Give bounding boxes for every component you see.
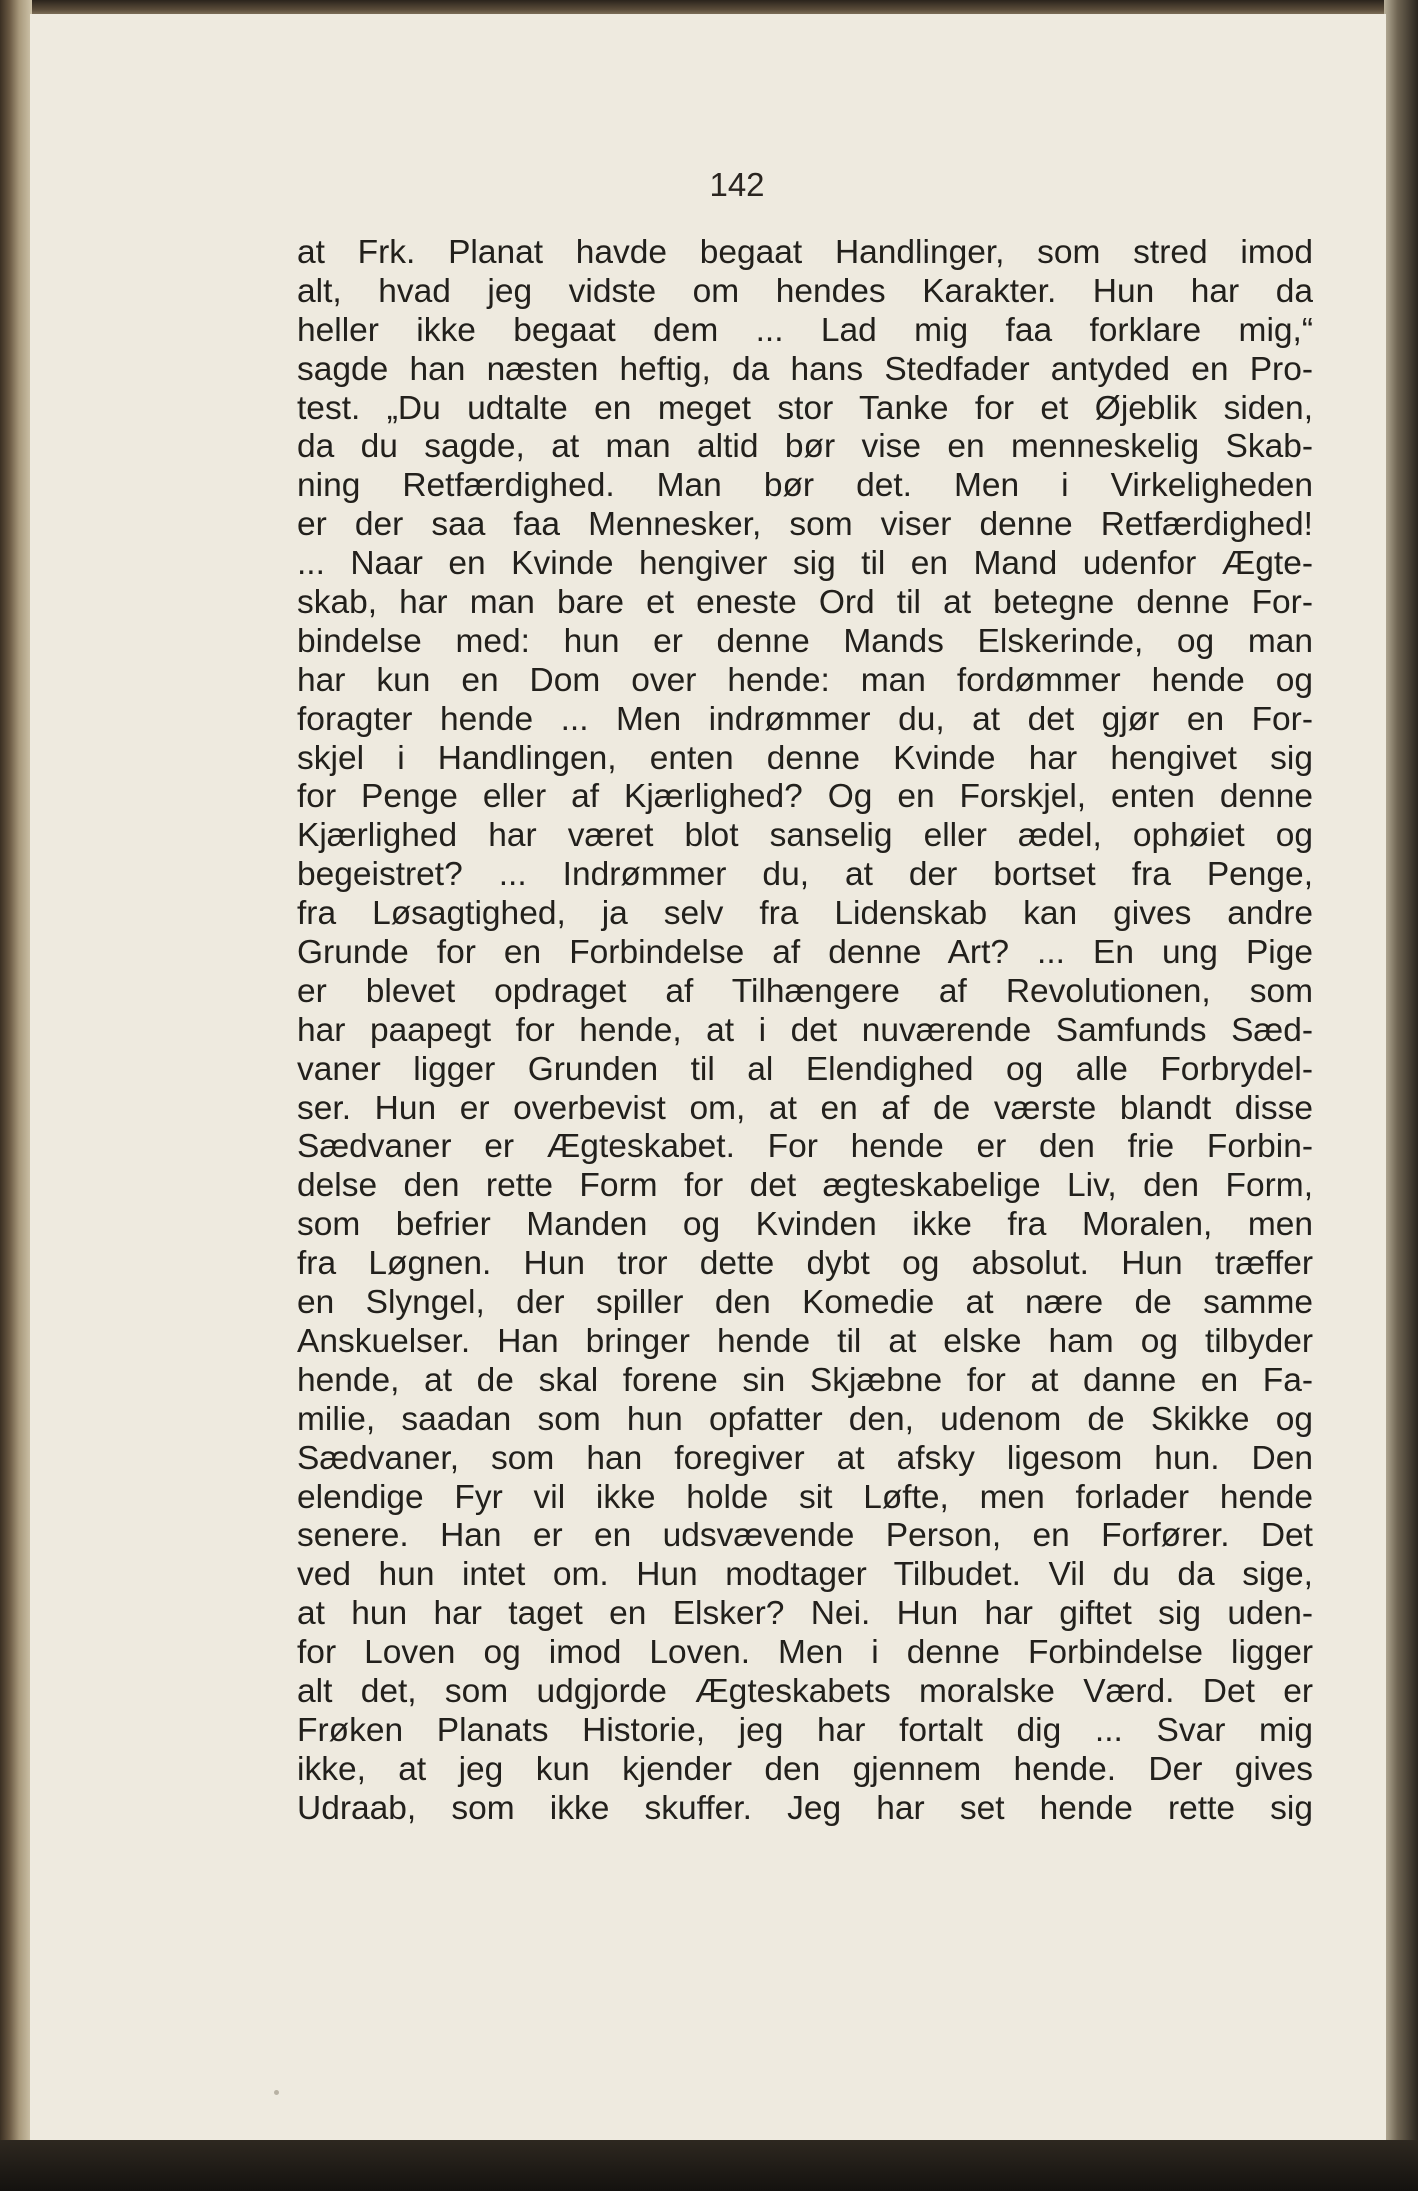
text-line: vaner ligger Grunden til al Elendighed og alle Forbrydel- <box>297 1050 1313 1088</box>
text-line: fra Løsagtighed, ja selv fra Lidenskab kan gives andre <box>297 895 1313 933</box>
text-line: Sædvaner, som han foregiver at afsky ligesom hun. Den <box>297 1439 1313 1477</box>
body-text <box>297 234 1313 1829</box>
text-line: er blevet opdraget af Tilhængere af Revolutionen, som <box>297 972 1313 1010</box>
text-line: alt det, som udgjorde Ægteskabets moralske Værd. Det er <box>297 1672 1313 1710</box>
text-line: test. „Du udtalte en meget stor Tanke for et Øjeblik siden, <box>297 389 1313 427</box>
text-line: hende, at de skal forene sin Skjæbne for at danne en Fa- <box>297 1361 1313 1399</box>
text-line: ved hun intet om. Hun modtager Tilbudet. Vil du da sige, <box>297 1556 1313 1594</box>
text-line: ser. Hun er overbevist om, at en af de værste blandt disse <box>297 1089 1313 1127</box>
text-line: en Slyngel, der spiller den Komedie at nære de samme <box>297 1284 1313 1322</box>
text-line: som befrier Manden og Kvinden ikke fra Moralen, men <box>297 1206 1313 1244</box>
text-line: heller ikke begaat dem ... Lad mig faa forklare mig,“ <box>297 311 1313 349</box>
page-number: 142 <box>709 166 765 203</box>
text-line: foragter hende ... Men indrømmer du, at det gjør en For- <box>297 700 1313 738</box>
text-line: da du sagde, at man altid bør vise en menneskelig Skab- <box>297 428 1313 466</box>
text-line: ning Retfærdighed. Man bør det. Men i Virkeligheden <box>297 467 1313 505</box>
text-line: fra Løgnen. Hun tror dette dybt og absolut. Hun træffer <box>297 1245 1313 1283</box>
text-line: Udraab, som ikke skuffer. Jeg har set hende rette sig <box>297 1789 1313 1827</box>
text-line: begeistret? ... Indrømmer du, at der bortset fra Penge, <box>297 856 1313 894</box>
text-line: Kjærlighed har været blot sanselig eller ædel, ophøiet og <box>297 817 1313 855</box>
text-line: at hun har taget en Elsker? Nei. Hun har giftet sig uden- <box>297 1595 1313 1633</box>
text-line: er der saa faa Mennesker, som viser denne Retfærdighed! <box>297 506 1313 544</box>
text-line: alt, hvad jeg vidste om hendes Karakter. Hun har da <box>297 272 1313 310</box>
text-line: sagde han næsten heftig, da hans Stedfader antyded en Pro- <box>297 350 1313 388</box>
text-line: delse den rette Form for det ægteskabelige Liv, den Form, <box>297 1167 1313 1205</box>
text-line: for Penge eller af Kjærlighed? Og en Forskjel, enten denne <box>297 778 1313 816</box>
text-line: milie, saadan som hun opfatter den, udenom de Skikke og <box>297 1400 1313 1438</box>
text-line: bindelse med: hun er denne Mands Elskerinde, og man <box>297 622 1313 660</box>
text-line: har paapegt for hende, at i det nuværende Samfunds Sæd- <box>297 1011 1313 1049</box>
page-edge-bottom <box>0 2140 1418 2191</box>
text-line: skjel i Handlingen, enten denne Kvinde har hengivet sig <box>297 739 1313 777</box>
page-edge-left <box>0 0 32 2191</box>
paper-speck <box>274 2090 279 2095</box>
text-line: skab, har man bare et eneste Ord til at betegne denne For- <box>297 584 1313 622</box>
text-line: for Loven og imod Loven. Men i denne Forbindelse ligger <box>297 1634 1313 1672</box>
text-line: senere. Han er en udsvævende Person, en Forfører. Det <box>297 1517 1313 1555</box>
text-line: Sædvaner er Ægteskabet. For hende er den frie Forbin- <box>297 1128 1313 1166</box>
text-line: elendige Fyr vil ikke holde sit Løfte, men forlader hende <box>297 1478 1313 1516</box>
text-line: Grunde for en Forbindelse af denne Art? ... En ung Pige <box>297 934 1313 972</box>
text-line: Frøken Planats Historie, jeg har fortalt dig ... Svar mig <box>297 1711 1313 1749</box>
text-line: ikke, at jeg kun kjender den gjennem hende. Der gives <box>297 1750 1313 1788</box>
text-line: Anskuelser. Han bringer hende til at elske ham og tilbyder <box>297 1322 1313 1360</box>
text-line: at Frk. Planat havde begaat Handlinger, som stred imod <box>297 234 1313 271</box>
text-line: har kun en Dom over hende: man fordømmer hende og <box>297 661 1313 699</box>
page-edge-right <box>1384 0 1418 2191</box>
text-line: ... Naar en Kvinde hengiver sig til en Mand udenfor Ægte- <box>297 545 1313 583</box>
